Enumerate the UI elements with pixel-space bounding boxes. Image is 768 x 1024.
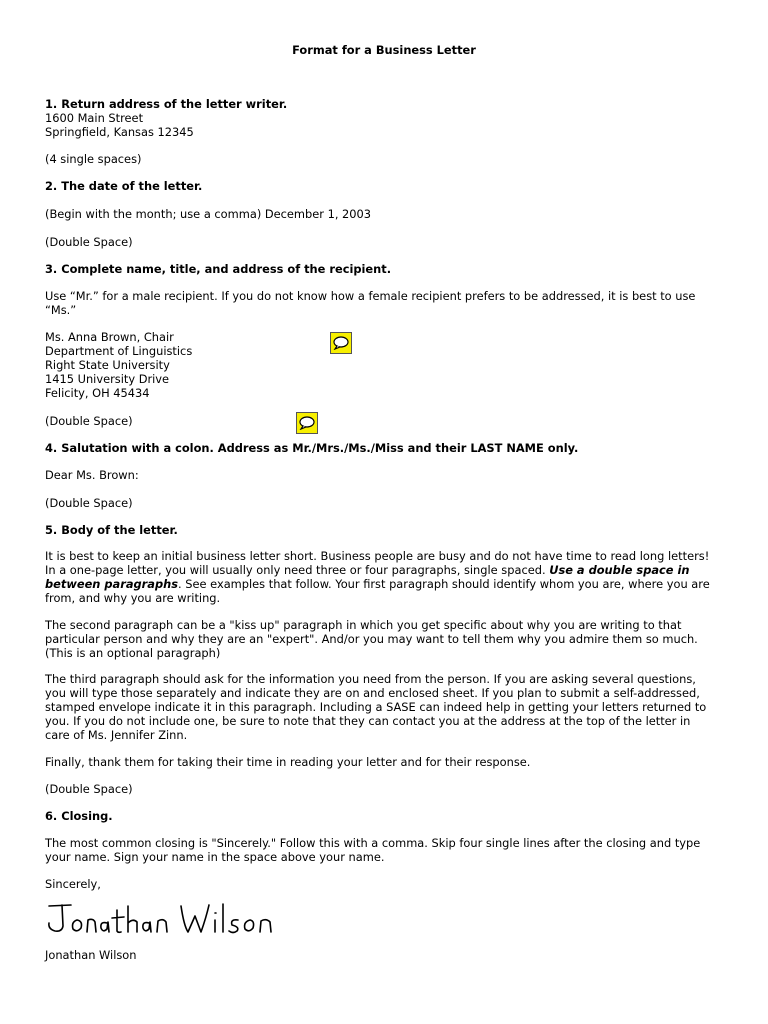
body-paragraph-1-line-2 [45, 563, 717, 577]
date-text: (Begin with the month; use a comma) December 1, 2003 [45, 207, 372, 221]
emphasis-text: between paragraphs [45, 577, 179, 591]
body-paragraph-3-line-4: you. If you do not include one, be sure to note that they can contact you at the address at the top of the letter in [45, 714, 691, 728]
section-3-heading: 3. Complete name, title, and address of the recipient. [45, 262, 392, 276]
recipient-instruction-line-2: “Ms.” [45, 303, 77, 317]
body-paragraph-1-line-4: from, and why you are writing. [45, 591, 221, 605]
body-paragraph-2-line-1: The second paragraph can be a "kiss up" paragraph in which you get specific about why you are writing to that [45, 618, 682, 632]
return-address-line-2: Springfield, Kansas 12345 [45, 125, 194, 139]
signer-name: Jonathan Wilson [45, 948, 137, 962]
body-text-span: In a one-page letter, you will usually only need three or four paragraphs, single spaced. [45, 563, 550, 577]
signature-image [45, 896, 295, 940]
recipient-address-line-5: Felicity, OH 45434 [45, 386, 150, 400]
handwritten-signature [45, 896, 295, 943]
body-paragraph-2-line-3: (This is an optional paragraph) [45, 646, 221, 660]
recipient-address-line-1: Ms. Anna Brown, Chair [45, 330, 174, 344]
speech-bubble-icon [333, 336, 349, 350]
body-paragraph-3-line-2: you will type those separately and indicate they are on and enclosed sheet. If you plan to submit a self-addressed, [45, 686, 700, 700]
body-paragraph-2-line-2: particular person and why they are an "expert". And/or you may want to tell them why you admire them so much. [45, 632, 698, 646]
body-paragraph-3-line-3: stamped envelope indicate it in this paragraph. Including a SASE can indeed help in getting your letters returned to [45, 700, 707, 714]
body-text-span: . See examples that follow. Your first paragraph should identify whom you are, where you are [178, 577, 710, 591]
page-title: Format for a Business Letter [292, 43, 476, 57]
closing-instruction-line-2: your name. Sign your name in the space above your name. [45, 850, 385, 864]
speech-bubble-icon [299, 416, 315, 430]
recipient-instruction-line-1: Use “Mr.” for a male recipient. If you do not know how a female recipient prefers to be addressed, it is best to use [45, 289, 696, 303]
section-1-note: (4 single spaces) [45, 152, 142, 166]
emphasis-text: Use a double space in [549, 563, 690, 577]
return-address-line-1: 1600 Main Street [45, 111, 144, 125]
body-paragraph-1-line-1: It is best to keep an initial business letter short. Business people are busy and do not have time to read long letters! [45, 549, 710, 563]
body-paragraph-3-line-1: The third paragraph should ask for the information you need from the person. If you are asking several questions, [45, 672, 696, 686]
section-1-heading: 1. Return address of the letter writer. [45, 97, 288, 111]
body-paragraph-4: Finally, thank them for taking their time in reading your letter and for their response. [45, 755, 531, 769]
section-5-heading: 5. Body of the letter. [45, 523, 178, 537]
comment-icon[interactable] [296, 412, 318, 434]
signature-text: Jonathan Wilson [45, 896, 54, 897]
section-4-note: (Double Space) [45, 496, 133, 510]
closing-text: Sincerely, [45, 877, 101, 891]
comment-icon[interactable] [330, 332, 352, 354]
section-5-note: (Double Space) [45, 782, 133, 796]
salutation-text: Dear Ms. Brown: [45, 468, 139, 482]
section-3-note: (Double Space) [45, 414, 133, 428]
section-4-heading: 4. Salutation with a colon. Address as Mr./Mrs./Ms./Miss and their LAST NAME only. [45, 441, 579, 455]
recipient-address-line-2: Department of Linguistics [45, 344, 193, 358]
recipient-address-line-4: 1415 University Drive [45, 372, 170, 386]
recipient-address-line-3: Right State University [45, 358, 170, 372]
section-6-heading: 6. Closing. [45, 809, 113, 823]
section-2-heading: 2. The date of the letter. [45, 179, 203, 193]
body-paragraph-3-line-5: care of Ms. Jennifer Zinn. [45, 728, 188, 742]
body-paragraph-1-line-3 [45, 577, 717, 591]
closing-instruction-line-1: The most common closing is "Sincerely." Follow this with a comma. Skip four single lines after the closing and type [45, 836, 701, 850]
section-2-note: (Double Space) [45, 235, 133, 249]
